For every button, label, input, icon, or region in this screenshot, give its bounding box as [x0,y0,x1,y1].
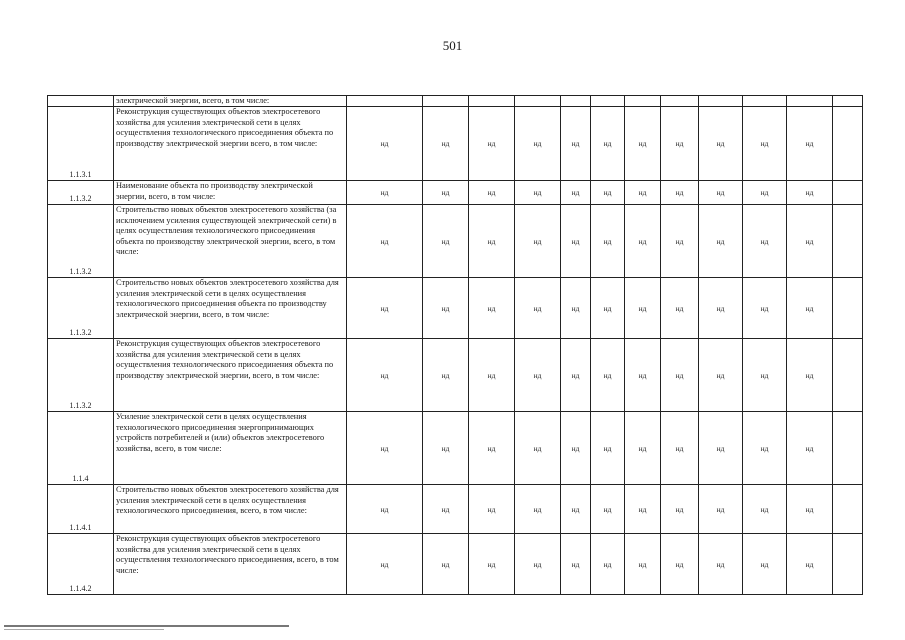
row-value: нд [423,339,469,412]
row-value: нд [561,107,591,181]
table-row [48,107,863,181]
row-value: нд [591,181,625,205]
row-value: нд [561,278,591,339]
row-value: нд [347,181,423,205]
table-row [48,181,863,205]
row-value: нд [515,534,561,595]
row-value: нд [699,205,743,278]
table-row [48,205,863,278]
row-value: нд [625,278,661,339]
row-value: нд [591,412,625,485]
row-value: нд [787,107,833,181]
row-code: 1.1.3.2 [48,339,114,412]
row-value [833,412,863,485]
row-value: нд [699,534,743,595]
row-value: нд [469,205,515,278]
row-code: 1.1.4.1 [48,485,114,534]
row-value [347,96,423,107]
row-value: нд [787,181,833,205]
row-value: нд [743,534,787,595]
row-value [423,96,469,107]
row-value: нд [787,412,833,485]
row-value: нд [347,412,423,485]
row-value: нд [515,181,561,205]
row-value [833,107,863,181]
row-value: нд [625,412,661,485]
row-value: нд [743,278,787,339]
table-row [48,534,863,595]
row-value [833,339,863,412]
row-value [469,96,515,107]
row-value: нд [515,412,561,485]
row-value: нд [787,339,833,412]
row-value: нд [699,485,743,534]
row-value: нд [423,205,469,278]
row-value: нд [743,412,787,485]
row-code: 1.1.4 [48,412,114,485]
row-value: нд [699,181,743,205]
row-value: нд [787,278,833,339]
row-value: нд [561,534,591,595]
table-row [48,278,863,339]
footer-rule [4,625,289,627]
row-value: нд [469,181,515,205]
row-value: нд [469,412,515,485]
row-value: нд [591,278,625,339]
row-value: нд [423,534,469,595]
row-value: нд [515,278,561,339]
row-name: Строительство новых объектов электросетевого хозяйства (за исключением усиления существующей электрической сети) в целях осуществления технологического присоединения объекта по производству электрической энергии, всего, в том числе: [114,205,347,278]
row-name: Строительство новых объектов электросетевого хозяйства для усиления электрической сети в целях осуществления технологического присоединения, всего, в том числе: [114,485,347,534]
row-code: 1.1.3.2 [48,181,114,205]
row-value [833,485,863,534]
row-value: нд [787,534,833,595]
row-code [48,96,114,107]
row-value: нд [423,485,469,534]
row-value: нд [743,339,787,412]
page-number: 501 [442,38,463,53]
row-name: Наименование объекта по производству электрической энергии, всего, в том числе: [114,181,347,205]
row-value: нд [699,412,743,485]
row-value: нд [699,278,743,339]
row-value: нд [591,485,625,534]
row-value: нд [661,485,699,534]
row-value: нд [347,205,423,278]
row-value: нд [625,205,661,278]
row-value: нд [591,107,625,181]
row-value [515,96,561,107]
row-value: нд [625,339,661,412]
row-value: нд [591,534,625,595]
row-code: 1.1.3.2 [48,278,114,339]
row-value: нд [787,205,833,278]
row-value [833,181,863,205]
row-value: нд [591,339,625,412]
row-value: нд [515,485,561,534]
row-value: нд [469,107,515,181]
row-value: нд [347,485,423,534]
row-value: нд [469,339,515,412]
investment-table [47,95,863,595]
row-value: нд [469,534,515,595]
row-value [591,96,625,107]
row-value: нд [561,339,591,412]
row-value: нд [515,205,561,278]
row-name: Усиление электрической сети в целях осуществления технологического присоединения энергопринимающих устройств потребителей и (или) объектов электросетевого хозяйства, всего, в том числе: [114,412,347,485]
row-value [833,96,863,107]
row-value: нд [423,412,469,485]
row-value: нд [423,107,469,181]
row-code: 1.1.3.1 [48,107,114,181]
row-value: нд [423,278,469,339]
row-value [625,96,661,107]
table-row [48,96,863,107]
row-value: нд [661,534,699,595]
row-value: нд [469,485,515,534]
row-value: нд [423,181,469,205]
row-value [833,205,863,278]
row-value: нд [661,107,699,181]
row-code: 1.1.3.2 [48,205,114,278]
row-name: Реконструкция существующих объектов электросетевого хозяйства для усиления электрической сети в целях осуществления технологического присоединения объекта по производству электрической энергии всего, в том числе: [114,107,347,181]
row-value: нд [591,205,625,278]
row-value: нд [561,205,591,278]
row-value [561,96,591,107]
row-value: нд [347,107,423,181]
row-value: нд [625,181,661,205]
row-value [833,534,863,595]
row-value: нд [743,181,787,205]
row-value [787,96,833,107]
row-code: 1.1.4.2 [48,534,114,595]
row-value [699,96,743,107]
row-value: нд [787,485,833,534]
table-row [48,339,863,412]
row-value: нд [515,107,561,181]
row-name: электрической энергии, всего, в том числе: [114,96,347,107]
row-value [833,278,863,339]
footer-rule-secondary [4,629,164,630]
row-value: нд [661,278,699,339]
row-name: Реконструкция существующих объектов электросетевого хозяйства для усиления электрической сети в целях осуществления технологического присоединения, всего, в том числе: [114,534,347,595]
row-value: нд [625,485,661,534]
row-value: нд [699,107,743,181]
row-value: нд [347,339,423,412]
row-value: нд [561,485,591,534]
row-value: нд [469,278,515,339]
row-value: нд [625,107,661,181]
row-value: нд [561,412,591,485]
row-value: нд [661,412,699,485]
row-value: нд [699,339,743,412]
row-value [661,96,699,107]
row-value: нд [661,339,699,412]
row-value: нд [743,485,787,534]
row-value: нд [561,181,591,205]
table-row [48,412,863,485]
row-value: нд [347,534,423,595]
row-value: нд [347,278,423,339]
row-value: нд [515,339,561,412]
table-row [48,485,863,534]
row-value: нд [625,534,661,595]
row-name: Строительство новых объектов электросетевого хозяйства для усиления электрической сети в целях осуществления технологического присоединения объекта по производству электрической энергии, всего, в том числе: [114,278,347,339]
row-value: нд [743,107,787,181]
row-value: нд [661,205,699,278]
row-value: нд [743,205,787,278]
row-value: нд [661,181,699,205]
row-value [743,96,787,107]
row-name: Реконструкция существующих объектов электросетевого хозяйства для усиления электрической сети в целях осуществления технологического присоединения объекта по производству электрической энергии, всего, в том числе: [114,339,347,412]
